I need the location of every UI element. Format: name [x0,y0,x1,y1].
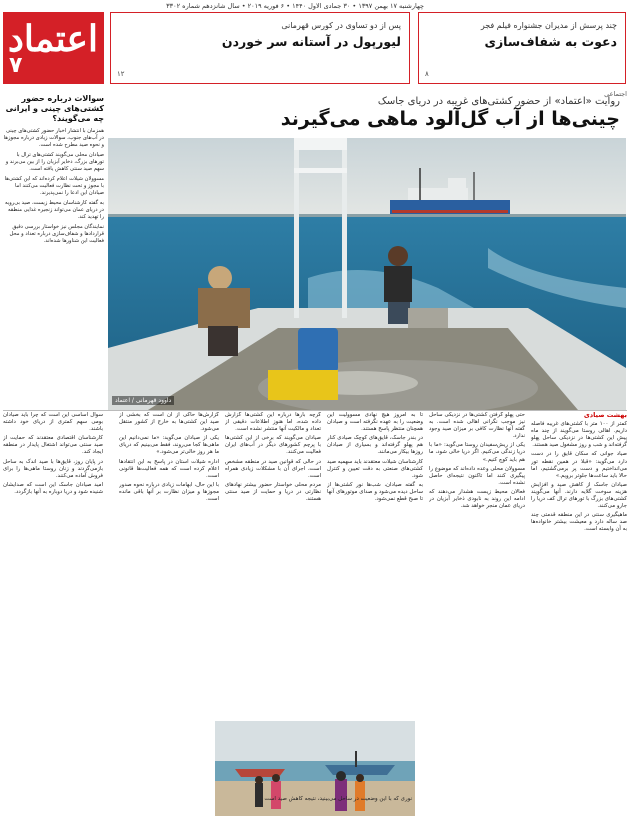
article-columns [3,412,627,816]
article-column [225,412,321,712]
column-paragraph: اداره شیلات استان در پاسخ به این انتقادها اعلام کرده است که همه فعالیت‌ها قانونی است. [119,458,219,479]
column-paragraph: کمتر از ۱۰۰ متر با کشتی‌های غریبه فاصله داریم. اهالی روستا می‌گویند از چند ماه پیش این کشتی‌ها در نزدیکی ساحل پهلو گرفته‌اند و شب و روز مشغول صید هستند. [531,421,627,449]
column-paragraph: در بندر جاسک، قایق‌های کوچک صیادی کنار هم پهلو گرفته‌اند و بسیاری از صیادان روزها بیکار می‌مانند. [327,435,423,456]
teaser-title: دعوت به شفاف‌سازی [484,34,617,49]
column-paragraph: صیادان می‌گویند که برخی از این کشتی‌ها با پرچم کشورهای دیگر در آب‌های ایران فعالیت می‌کنند. [225,435,321,456]
column-paragraph: سوال اساسی این است که چرا باید صیادان بومی سهم کمتری از دریای خود داشته باشند. [3,412,103,433]
article-column [3,412,103,816]
sidebar-paragraph: همزمان با انتشار اخبار حضور کشتی‌های چینی در آب‌های جنوب، سوالات زیادی درباره مجوزها و نحوه صید مطرح شده است. [3,128,104,148]
column-paragraph: یکی از ریش‌سفیدان روستا می‌گوید: «ما با دریا زندگی می‌کنیم. اگر دریا خالی شود، ما هم باید کوچ کنیم.» [429,442,525,463]
hero-kicker: روایت «اعتماد» از حضور کشتی‌های غریبه در دریای جاسک [377,96,620,107]
sidebar-paragraph: مسوولان شیلات اعلام کرده‌اند که این کشتی‌ها با مجوز و تحت نظارت فعالیت می‌کنند اما صیادان این ادعا را نمی‌پذیرند. [4,176,104,196]
sidebar-title: سوالات درباره حضور کشتی‌های چینی و ایرانی چه می‌گویند؟ [5,94,104,123]
sidebar-body [3,128,104,245]
column-paragraph: گزارش‌ها حاکی از آن است که بخشی از صید این کشتی‌ها به خارج از کشور منتقل می‌شود. [119,412,219,433]
column-paragraph: صیاد جوانی که سکان قایق را در دست دارد می‌گوید: «قبلا در همین نقطه تور می‌انداختیم و دست پر برمی‌گشتیم، اما حالا باید ساعت‌ها جلوتر برویم.» [531,451,627,479]
column-head: بهشت صیادی [583,412,627,419]
teaser-title: لیورپول در آستانه سر خوردن [221,34,401,49]
column-paragraph: امید صیادان جاسک این است که صدایشان شنیده شود و دریا دوباره به آنها بازگردد. [3,481,103,495]
dateline: چهارشنبه ۱۷ بهمن ۱۳۹۷ • ۳۰ جمادی الاول ۱۴۴۰ • ۶ فوریه ۲۰۱۹ • سال شانزدهم شماره ۳۳۰۲ [166,2,424,10]
teaser-kicker: چند پرسش از مدیران جشنواره فیلم فجر [480,21,617,30]
column-paragraph: کارشناسان شیلات معتقدند باید سهمیه صید کشتی‌های صنعتی به دقت تعیین و کنترل شود. [327,458,423,479]
article-column [429,412,525,816]
sidebar-paragraph: صیادان محلی می‌گویند کشتی‌های ترال با تورهای بزرگ، ذخایر آبزیان را از بین می‌برند و سهم صید سنتی کاهش یافته است. [5,152,104,172]
column-paragraph: با این حال، ابهامات زیادی درباره نحوه صدور مجوزها و میزان نظارت بر آنها باقی مانده است. [119,481,219,503]
teaser-liverpool[interactable] [110,12,410,84]
article-column [119,412,219,712]
teaser-fajr[interactable] [418,12,626,84]
fisherman-right [384,246,412,324]
article-column [531,412,627,816]
column-paragraph: به گفته صیادان، شب‌ها نور کشتی‌ها از ساحل دیده می‌شود و صدای موتورهای آنها تا صبح قطع نمی‌شود. [327,481,423,503]
hero-photo [108,138,626,410]
boat-sea-photo [108,138,626,410]
column-paragraph: فعالان محیط زیست هشدار می‌دهند که ادامه این روند به نابودی ذخایر آبزیان در دریای عمان منجر خواهد شد. [429,488,525,510]
column-paragraph: گرچه بارها درباره این کشتی‌ها گزارش داده شده، اما هنوز اطلاعات دقیقی از تعداد و مالکیت آنها منتشر نشده است. [225,412,321,433]
divider [3,410,627,411]
newspaper-logo: اعتماد [7,18,98,60]
column-paragraph: کارشناسان اقتصادی معتقدند که حمایت از صید سنتی می‌تواند اشتغال پایدار در منطقه ایجاد کند. [3,435,103,456]
column-paragraph: مردم محلی خواستار حضور بیشتر نهادهای نظارتی در دریا و حمایت از صید سنتی هستند. [225,481,321,503]
column-paragraph: مسوولان محلی وعده داده‌اند که موضوع را پیگیری کنند اما تاکنون نتیجه‌ای حاصل نشده است. [429,465,525,486]
page-number: ۷ [9,53,23,78]
column-paragraph: حتی پهلو گرفتن کشتی‌ها در نزدیکی ساحل نیز موجب نگرانی اهالی شده است. به گفته آنها نظارت کافی بر میزان صید وجود ندارد. [429,412,525,440]
teaser-page: ۸ [425,70,429,78]
inset-caption: نوری که با این وضعیت در ساحل می‌بینید، نتیجه کاهش صید است [264,796,412,802]
teaser-kicker: پس از دو تساوی در کورس قهرمانی [281,21,401,30]
yellow-crate [268,370,338,400]
masthead [3,12,104,84]
column-paragraph: صیادان جاسک از کاهش صید و افزایش هزینه سوخت گلایه دارند. آنها می‌گویند کشتی‌های بزرگ با تورهای ترال کف دریا را جارو می‌کنند. [531,481,627,510]
column-paragraph: یکی از صیادان می‌گوید: «ما نمی‌دانیم این ماهی‌ها کجا می‌روند، فقط می‌بینیم که دریای ما هر روز خالی‌تر می‌شود.» [119,435,219,456]
teaser-page: ۱۲ [117,70,125,78]
column-paragraph: تا به امروز هیچ نهادی مسوولیت این وضعیت را به عهده نگرفته است و صیادان همچنان منتظر پاسخ هستند. [327,412,423,433]
sidebar-article [3,88,104,408]
column-paragraph: در حالی که قوانین صید در منطقه مشخص است، اجرای آن با مشکلات زیادی همراه است. [225,458,321,479]
photo-credit: داوود قهرمانی / اعتماد [112,396,174,405]
column-paragraph: ماهیگیری سنتی در این منطقه قدمتی چند صد ساله دارد و معیشت بیشتر خانواده‌ها به آن وابسته است. [531,512,627,533]
column-paragraph: در پایان روز، قایق‌ها با صید اندک به ساحل بازمی‌گردند و زنان روستا ماهی‌ها را برای فروش آماده می‌کنند. [3,458,103,479]
hero-title: چینی‌ها از آب گل‌آلود ماهی می‌گیرند [280,108,620,130]
sidebar-paragraph: نمایندگان مجلس نیز خواستار بررسی دقیق قراردادها و شفاف‌سازی درباره تعداد و محل فعالیت این شناورها شده‌اند. [9,224,104,244]
sidebar-paragraph: به گفته کارشناسان محیط زیست، صید بی‌رویه در دریای عمان می‌تواند زنجیره غذایی منطقه را تهدید کند. [4,200,104,220]
section-label: اجتماعی [604,90,627,98]
water-container [298,328,338,372]
